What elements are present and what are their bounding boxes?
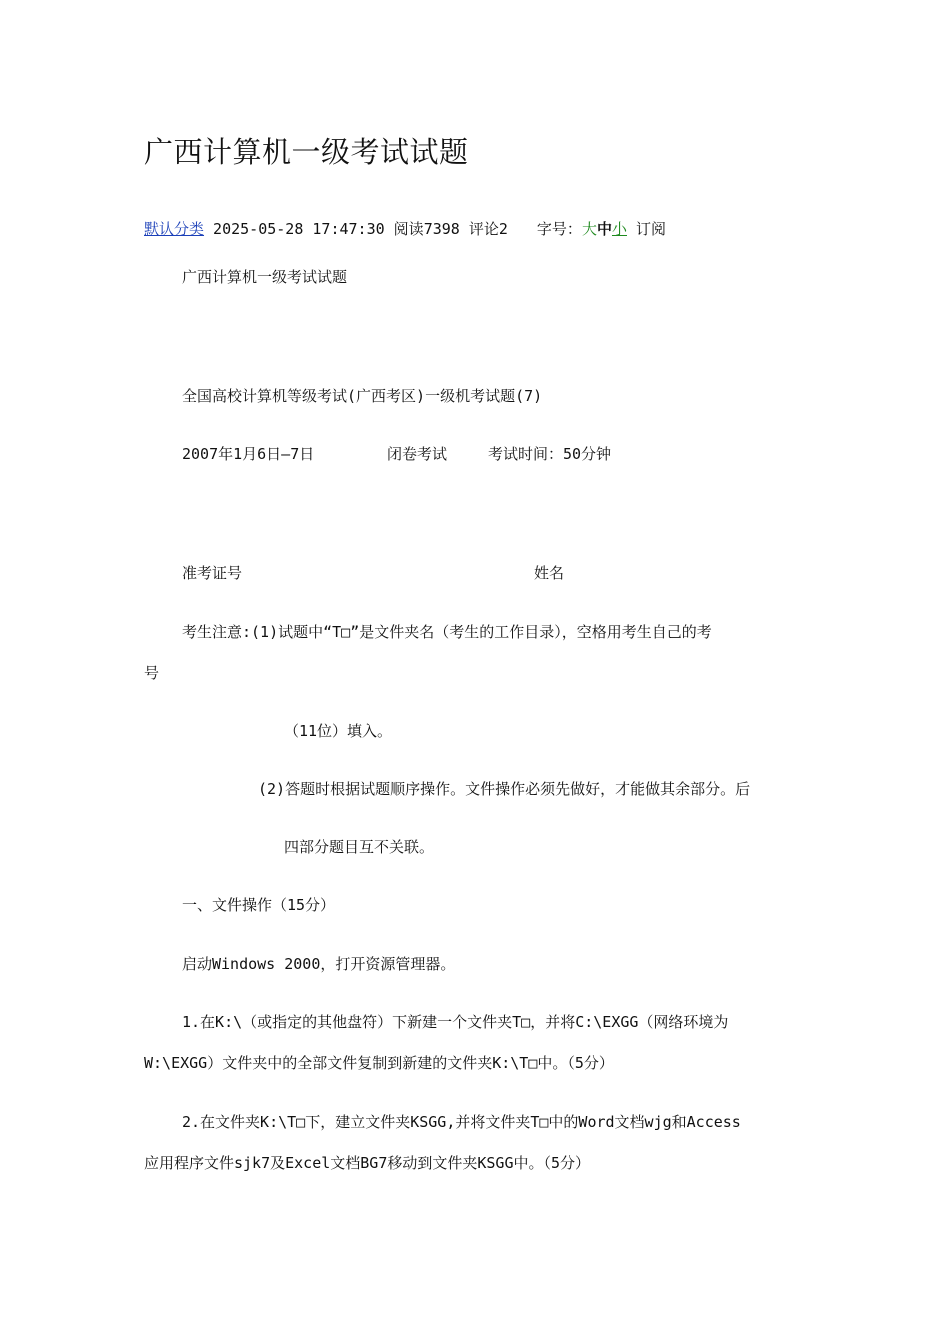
body-subtitle: 广西计算机一级考试试题 — [182, 268, 348, 286]
question-1-line-2: W:\EXGG）文件夹中的全部文件复制到新建的文件夹K:\T□中。（5分） — [144, 1054, 614, 1072]
comments-count: 2 — [498, 220, 508, 238]
article-meta — [144, 218, 666, 239]
section-1-title: 一、文件操作（15分） — [182, 896, 336, 914]
candidate-id-label: 准考证号 — [182, 564, 243, 582]
article-title: 广西计算机一级考试试题 — [144, 135, 469, 169]
font-size-small-link[interactable]: 小 — [611, 220, 627, 238]
section-1-intro: 启动Windows 2000，打开资源管理器。 — [182, 955, 456, 973]
reads-label: 阅读 — [393, 220, 424, 238]
exam-type: 闭卷考试 — [387, 445, 448, 463]
font-size-large-link[interactable]: 大 — [581, 220, 597, 238]
font-size-medium-link[interactable]: 中 — [596, 220, 612, 238]
candidate-name-label: 姓名 — [534, 564, 565, 582]
subscribe-link[interactable]: 订阅 — [636, 220, 667, 238]
font-size-label: 字号： — [536, 220, 582, 238]
question-2-line-2: 应用程序文件sjk7及Excel文档BG7移动到文件夹KSGG中。（5分） — [144, 1154, 591, 1172]
exam-name: 全国高校计算机等级考试(广西考区)一级机考试题(7) — [182, 387, 543, 405]
category-link[interactable]: 默认分类 — [144, 220, 205, 238]
reads-count: 7398 — [423, 220, 460, 238]
exam-time: 考试时间：50分钟 — [488, 445, 612, 463]
notice-line-1-wrap: 号 — [144, 664, 160, 682]
exam-date: 2007年1月6日—7日 — [182, 445, 315, 463]
post-datetime: 2025-05-28 17:47:30 — [213, 220, 385, 238]
notice-line-1: 考生注意:(1)试题中“T□”是文件夹名（考生的工作目录），空格用考生自己的考 — [182, 623, 712, 641]
notice-line-2: （11位）填入。 — [284, 722, 393, 740]
comments-label: 评论 — [468, 220, 499, 238]
question-1-line-1: 1.在K:\（或指定的其他盘符）下新建一个文件夹T□，并将C:\EXGG（网络环境为 — [182, 1013, 729, 1031]
question-2-line-1: 2.在文件夹K:\T□下，建立文件夹KSGG,并将文件夹T□中的Word文档wjg和Access — [182, 1113, 741, 1131]
notice-line-4: 四部分题目互不关联。 — [284, 838, 435, 856]
notice-line-3: (2)答题时根据试题顺序操作。文件操作必须先做好，才能做其余部分。后 — [258, 780, 751, 798]
